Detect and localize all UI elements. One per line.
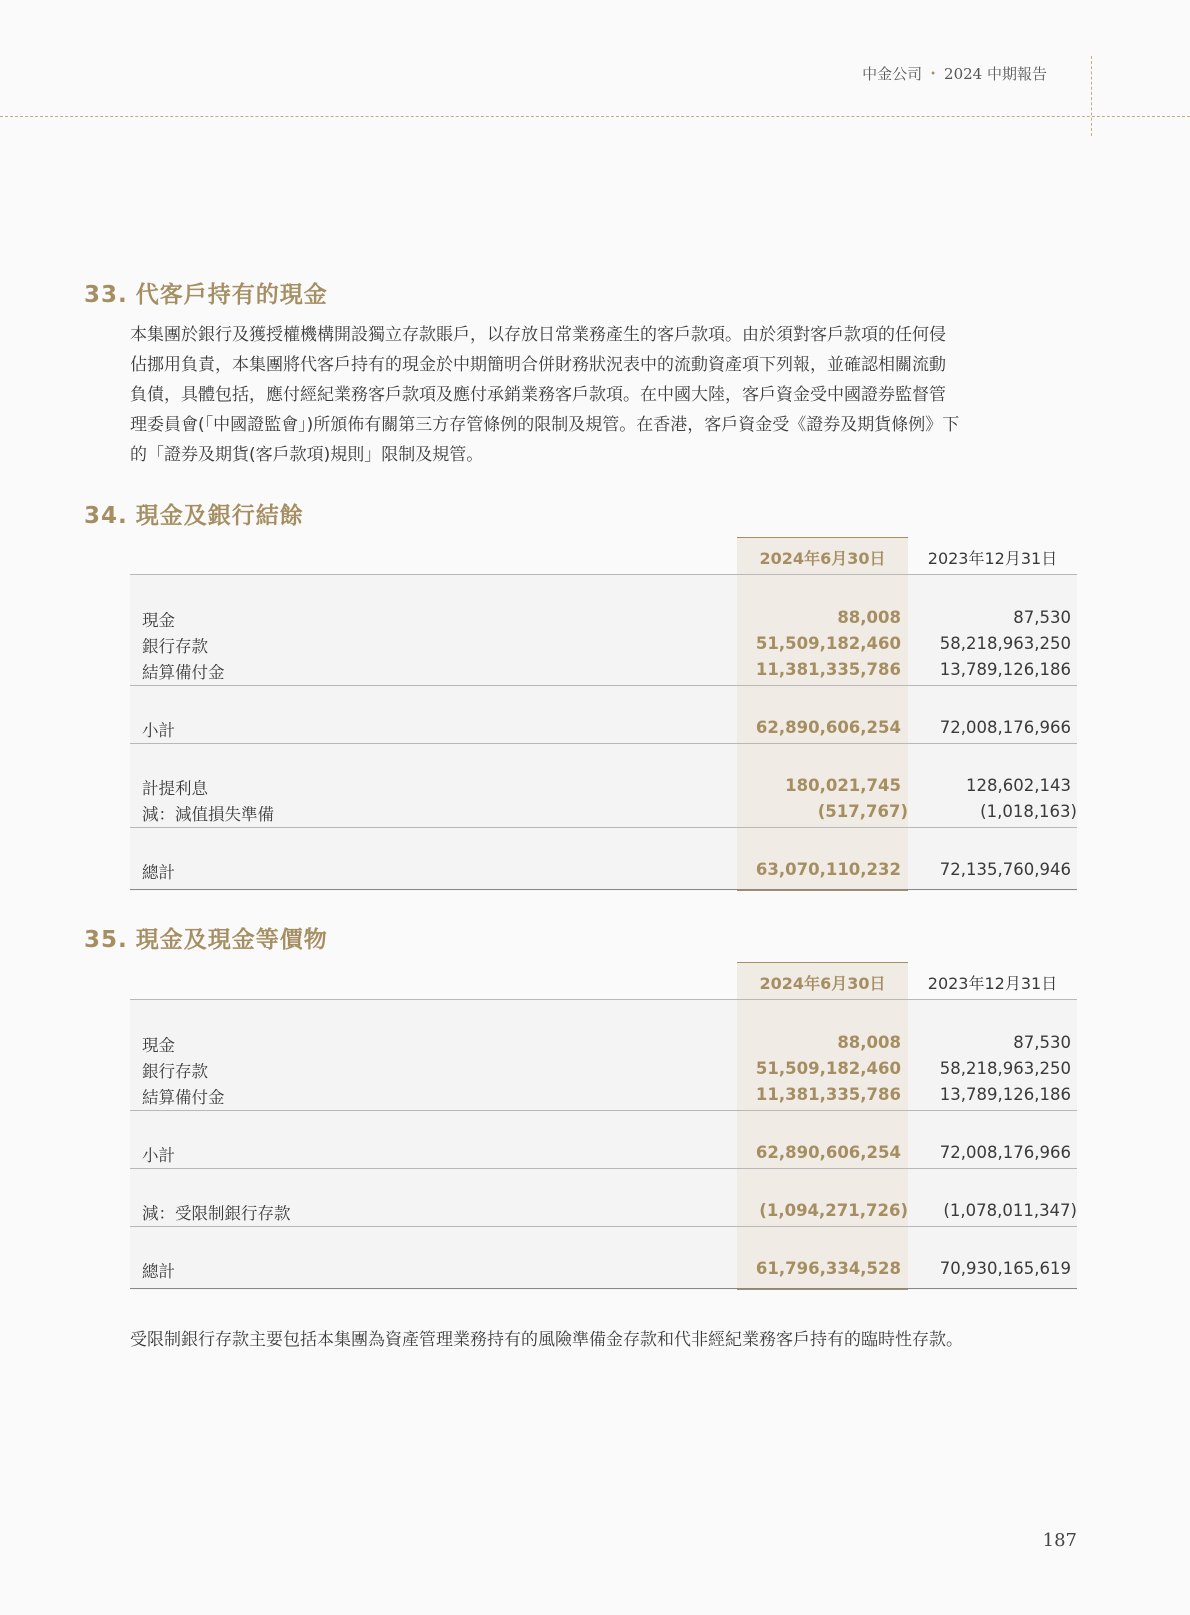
table-row xyxy=(130,1198,1077,1224)
row-rule xyxy=(130,1226,1077,1227)
table-row xyxy=(130,657,1077,683)
page-number: 187 xyxy=(1042,1530,1077,1551)
table-row xyxy=(130,1140,1077,1166)
value-2024: (1,094,271,726) xyxy=(759,1201,908,1220)
column-header-2024: 2024年6月30日 xyxy=(759,549,886,568)
value-2023: 72,135,760,946 xyxy=(939,860,1071,879)
table-row xyxy=(130,1082,1077,1108)
row-label: 銀行存款 xyxy=(142,637,208,656)
section-33-paragraph xyxy=(130,320,1077,470)
section-34-number: 34. xyxy=(84,503,128,529)
running-header xyxy=(862,63,1047,84)
section-34-title xyxy=(84,497,304,530)
value-2024: 51,509,182,460 xyxy=(755,634,901,653)
header-dashed-tick xyxy=(1091,56,1092,136)
table-row xyxy=(130,605,1077,631)
value-2024: 180,021,745 xyxy=(785,776,901,795)
row-label: 減：減值損失準備 xyxy=(142,805,274,824)
header-rule xyxy=(130,999,1077,1000)
row-label: 計提利息 xyxy=(142,779,208,798)
value-2023: 72,008,176,966 xyxy=(939,1143,1071,1162)
table-row xyxy=(130,1056,1077,1082)
cash-bank-balances-table xyxy=(130,537,1077,891)
table-row xyxy=(130,715,1077,741)
paragraph-line: 本集團於銀行及獲授權機構開設獨立存款賬戶，以存放日常業務產生的客戶款項。由於須對客戶款項的任何侵 xyxy=(130,325,946,345)
value-2024: 62,890,606,254 xyxy=(755,718,901,737)
value-2023: (1,018,163) xyxy=(980,802,1077,821)
cash-equivalents-table xyxy=(130,962,1077,1290)
section-34-heading: 現金及銀行結餘 xyxy=(135,503,304,529)
column-header-2023: 2023年12月31日 xyxy=(927,974,1058,993)
row-label: 銀行存款 xyxy=(142,1062,208,1081)
column-header-2024: 2024年6月30日 xyxy=(759,974,886,993)
value-2024: 63,070,110,232 xyxy=(755,860,901,879)
table-row xyxy=(130,773,1077,799)
table-row xyxy=(130,857,1077,883)
table-row xyxy=(130,1256,1077,1282)
value-2023: 58,218,963,250 xyxy=(939,634,1071,653)
row-label: 小計 xyxy=(142,721,175,740)
table-bottom-rule xyxy=(130,889,1077,890)
paragraph-line: 佔挪用負責，本集團將代客戶持有的現金於中期簡明合併財務狀況表中的流動資產項下列報，並確認相關流動 xyxy=(130,355,946,375)
section-33-title xyxy=(84,276,328,309)
row-label: 結算備付金 xyxy=(142,1088,225,1107)
value-2023: 70,930,165,619 xyxy=(939,1259,1071,1278)
header-separator: • xyxy=(930,69,937,80)
section-35-title xyxy=(84,921,328,954)
restricted-deposits-note: 受限制銀行存款主要包括本集團為資產管理業務持有的風險準備金存款和代非經紀業務客戶持有的臨時性存款。 xyxy=(130,1330,963,1350)
value-2023: 87,530 xyxy=(1013,608,1071,627)
table-row xyxy=(130,1030,1077,1056)
column-header-2023: 2023年12月31日 xyxy=(927,549,1058,568)
value-2024: (517,767) xyxy=(817,802,908,821)
row-rule xyxy=(130,685,1077,686)
value-2024: 11,381,335,786 xyxy=(755,1085,901,1104)
section-35-heading: 現金及現金等價物 xyxy=(135,927,328,953)
header-report: 2024 中期報告 xyxy=(944,65,1047,83)
current-period-column-highlight xyxy=(737,962,908,1290)
value-2024: 62,890,606,254 xyxy=(755,1143,901,1162)
row-label: 結算備付金 xyxy=(142,663,225,682)
row-label: 總計 xyxy=(142,863,175,882)
row-rule xyxy=(130,827,1077,828)
paragraph-line: 負債，具體包括，應付經紀業務客戶款項及應付承銷業務客戶款項。在中國大陸，客戶資金受中國證券監督管 xyxy=(130,385,946,405)
value-2023: 13,789,126,186 xyxy=(939,1085,1071,1104)
row-label: 減：受限制銀行存款 xyxy=(142,1204,291,1223)
table-bottom-rule xyxy=(130,1288,1077,1289)
value-2024: 88,008 xyxy=(837,1033,901,1052)
table-row xyxy=(130,799,1077,825)
value-2023: 58,218,963,250 xyxy=(939,1059,1071,1078)
value-2024: 88,008 xyxy=(837,608,901,627)
row-rule xyxy=(130,1110,1077,1111)
current-period-column-highlight xyxy=(737,537,908,891)
header-company: 中金公司 xyxy=(862,65,923,83)
value-2023: 13,789,126,186 xyxy=(939,660,1071,679)
row-rule xyxy=(130,743,1077,744)
paragraph-line: 理委員會(「中國證監會」)所頒佈有關第三方存管條例的限制及規管。在香港，客戶資金受《證券及期貨條例》下 xyxy=(130,415,960,435)
value-2024: 11,381,335,786 xyxy=(755,660,901,679)
value-2023: 128,602,143 xyxy=(966,776,1071,795)
paragraph-line: 的「證券及期貨(客戶款項)規則」限制及規管。 xyxy=(130,445,484,465)
section-35-number: 35. xyxy=(84,927,128,953)
row-rule xyxy=(130,1168,1077,1169)
value-2024: 51,509,182,460 xyxy=(755,1059,901,1078)
row-label: 現金 xyxy=(142,611,175,630)
section-33-heading: 代客戶持有的現金 xyxy=(135,282,328,308)
row-label: 現金 xyxy=(142,1036,175,1055)
table-row xyxy=(130,631,1077,657)
header-dashed-rule xyxy=(0,116,1190,117)
row-label: 小計 xyxy=(142,1146,175,1165)
row-label: 總計 xyxy=(142,1262,175,1281)
value-2023: (1,078,011,347) xyxy=(943,1201,1077,1220)
value-2024: 61,796,334,528 xyxy=(755,1259,901,1278)
value-2023: 72,008,176,966 xyxy=(939,718,1071,737)
value-2023: 87,530 xyxy=(1013,1033,1071,1052)
section-33-number: 33. xyxy=(84,282,128,308)
header-rule xyxy=(130,574,1077,575)
